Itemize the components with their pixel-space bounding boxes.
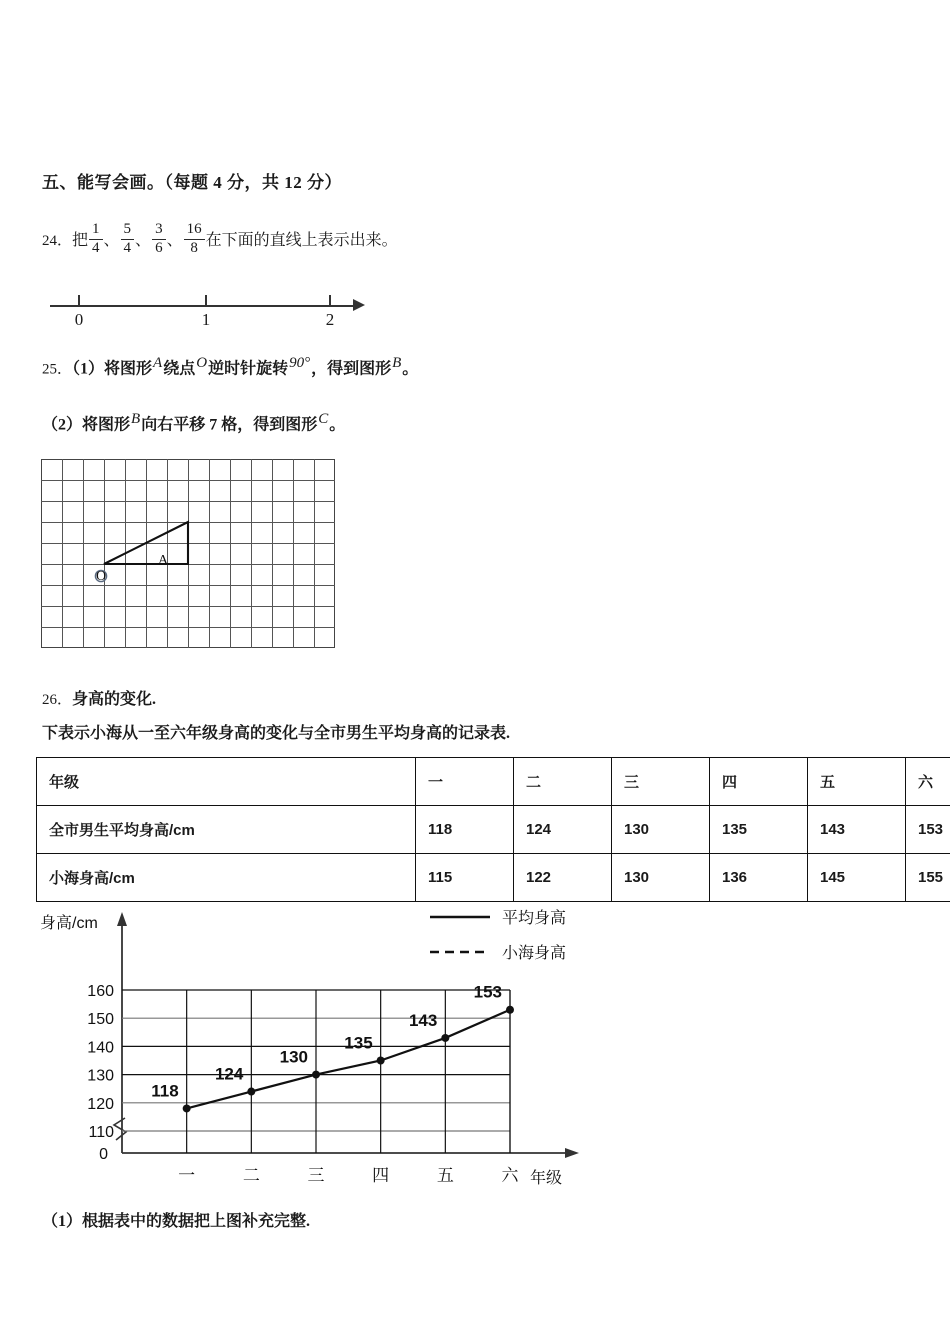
chart-point-三 [312, 1071, 320, 1079]
triangle-label-a: A [158, 553, 169, 568]
question-25-part2-text [42, 408, 345, 437]
table-row-label-xiaohai: 小海身高/cm [37, 854, 416, 902]
table-cell-avg-6: 153 [906, 806, 950, 854]
table-cell-xh-2: 122 [514, 854, 612, 902]
chart-x-tick-labels [178, 1166, 519, 1185]
chart-x-tick-6: 六 [501, 1166, 519, 1185]
question-26-intro: 下表示小海从一至六年级身高的变化与全市男生平均身高的记录表. [42, 725, 511, 742]
number-line-figure [42, 285, 382, 335]
q25-angle-value: 90° [289, 355, 311, 371]
q25-var-a: A [153, 355, 163, 371]
chart-legend [430, 908, 566, 962]
chart-point-label-六: 153 [473, 982, 502, 1002]
table-cell-avg-1: 118 [416, 806, 514, 854]
number-line-axis [50, 305, 355, 307]
fraction-4: $\frac{16}{8}$ [184, 222, 205, 257]
table-row [37, 806, 950, 854]
q25-part2-t3: 。 [329, 416, 346, 434]
question-24-lead: 把 [72, 232, 89, 249]
chart-y-tick-120: 120 [87, 1095, 114, 1113]
fraction-separator-1: 、 [103, 232, 120, 249]
table-cell-xh-3: 130 [612, 854, 710, 902]
chart-y-axis-arrow-icon [117, 912, 127, 926]
table-row-header [37, 758, 950, 806]
q25-part2-var-c: C [318, 411, 329, 427]
q25-part1-t4: ，得到图形 [311, 360, 392, 378]
question-24-text [42, 222, 398, 257]
chart-y-tick-110: 110 [88, 1124, 114, 1141]
triangle-label-o: O [96, 569, 107, 584]
question-25-part1-text [42, 352, 418, 381]
table-cell-xh-6: 155 [906, 854, 950, 902]
q25-part1-t1: 将图形 [104, 360, 153, 378]
table-header-g3: 三 [612, 758, 710, 806]
q25-part2-var-b: B [131, 411, 141, 427]
chart-point-二 [247, 1088, 255, 1096]
question-26-title [42, 688, 156, 712]
chart-point-一 [183, 1104, 191, 1112]
q25-part2-t1: 将图形 [82, 416, 131, 434]
chart-y-axis-label: 身高/cm [40, 915, 98, 932]
table-header-grade: 年级 [37, 758, 416, 806]
question-26-number: 26． [42, 692, 73, 708]
q25-part1-t5: 。 [402, 360, 419, 378]
q25-part2-label: （2） [42, 416, 83, 434]
chart-x-tick-2: 二 [242, 1166, 260, 1185]
q25-part2-t2: 向右平移 7 格，得到图形 [141, 416, 318, 434]
table-row [37, 854, 950, 902]
question-26-title-text: 身高的变化. [72, 691, 157, 708]
fraction-3: $\frac{3}{6}$ [152, 222, 166, 257]
table-header-g6: 六 [906, 758, 950, 806]
chart-point-label-一: 118 [151, 1081, 179, 1101]
number-line-label-0: 0 [74, 310, 84, 329]
chart-y-tick-130: 130 [87, 1067, 114, 1085]
fraction-separator-2: 、 [135, 232, 152, 249]
table-cell-xh-1: 115 [416, 854, 514, 902]
chart-x-axis-arrow-icon [565, 1148, 579, 1158]
chart-axis-break-icon [114, 1118, 126, 1140]
chart-y-tick-labels [87, 983, 114, 1141]
chart-x-tick-5: 五 [436, 1166, 454, 1185]
q25-var-o: O [196, 355, 208, 371]
chart-y-tick-160: 160 [87, 983, 114, 1000]
chart-point-五 [441, 1034, 449, 1042]
fraction-separator-3: 、 [166, 232, 183, 249]
table-header-g4: 四 [710, 758, 808, 806]
chart-data-labels [151, 983, 502, 1101]
chart-x-tick-4: 四 [372, 1166, 390, 1185]
question-26-sub1: （1）根据表中的数据把上图补充完整. [42, 1213, 311, 1230]
fraction-2: $\frac{5}{4}$ [121, 222, 135, 257]
number-line-tick-0 [78, 295, 80, 306]
table-cell-avg-4: 135 [710, 806, 808, 854]
chart-x-tick-3: 三 [307, 1166, 325, 1185]
legend-label-xiaohai: 小海身高 [502, 945, 567, 962]
table-cell-avg-2: 124 [514, 806, 612, 854]
q25-part1-label: （1） [72, 360, 105, 378]
chart-point-四 [377, 1057, 385, 1065]
q25-part1-t2: 绕点 [163, 360, 196, 378]
chart-x-tick-1: 一 [178, 1166, 196, 1185]
number-line-label-2: 2 [325, 310, 335, 329]
question-25-number: 25． [42, 361, 73, 378]
number-line-arrow-icon [353, 299, 365, 311]
table-header-g2: 二 [514, 758, 612, 806]
chart-point-label-四: 135 [344, 1033, 373, 1053]
legend-label-average: 平均身高 [502, 910, 567, 927]
table-cell-avg-3: 130 [612, 806, 710, 854]
chart-point-label-二: 124 [214, 1064, 244, 1084]
section-heading: 五、能写会画。（每题 4 分，共 12 分） [42, 173, 342, 192]
height-data-table [36, 757, 950, 902]
table-cell-xh-5: 145 [808, 854, 906, 902]
height-line-chart [30, 900, 650, 1200]
chart-y-tick-150: 150 [87, 1011, 114, 1029]
question-24-number: 24． [42, 233, 73, 249]
triangle-shape [41, 459, 335, 648]
table-header-g1: 一 [416, 758, 514, 806]
chart-y-origin-label: 0 [99, 1146, 108, 1163]
chart-y-tick-140: 140 [87, 1039, 114, 1057]
table-row-label-average: 全市男生平均身高/cm [37, 806, 416, 854]
number-line-tick-1 [205, 295, 207, 306]
fraction-1: $\frac{1}{4}$ [89, 222, 103, 257]
table-cell-xh-4: 136 [710, 854, 808, 902]
q25-part1-t3: 逆时针旋转 [208, 360, 289, 378]
table-cell-avg-5: 143 [808, 806, 906, 854]
chart-point-label-三: 130 [279, 1047, 308, 1067]
number-line-tick-2 [329, 295, 331, 306]
chart-series-average-line [187, 1010, 510, 1109]
chart-point-六 [506, 1006, 514, 1014]
q25-grid-figure [41, 459, 335, 648]
chart-x-axis-label: 年级 [530, 1170, 563, 1187]
question-24-tail: 在下面的直线上表示出来。 [205, 232, 398, 249]
table-header-g5: 五 [808, 758, 906, 806]
number-line-label-1: 1 [201, 310, 211, 329]
q25-var-b: B [392, 355, 402, 371]
chart-point-label-五: 143 [408, 1010, 438, 1030]
